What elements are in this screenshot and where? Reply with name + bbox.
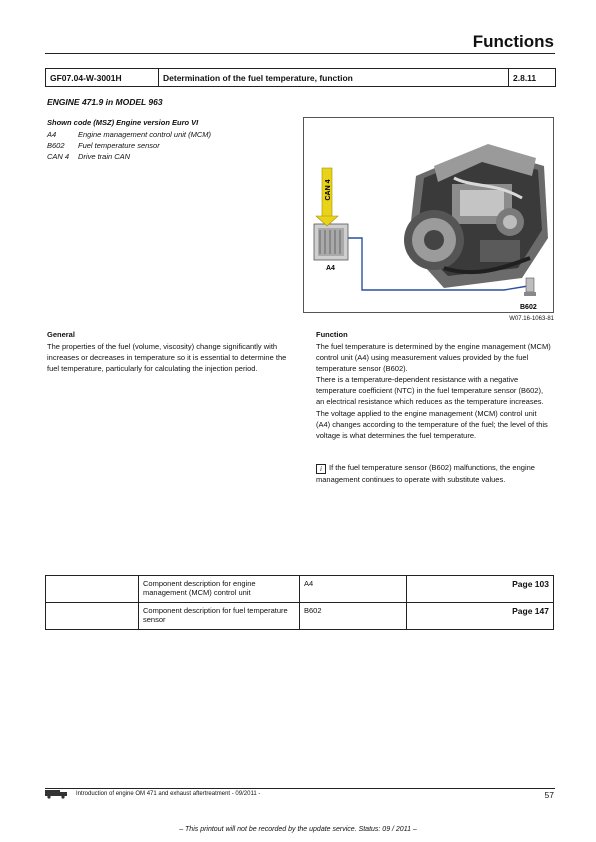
document-header-table	[45, 68, 556, 87]
figure-caption: W07.16-1063-81	[509, 316, 554, 322]
section-number: 2.8.11	[513, 72, 537, 83]
component-legend	[47, 129, 211, 162]
label-a4: A4	[326, 265, 335, 272]
table-row	[46, 576, 554, 603]
general-heading: General	[47, 330, 75, 339]
ref-description: Component description for engine management (MCM) control unit	[139, 576, 300, 603]
legend-desc: Engine management control unit (MCM)	[78, 130, 211, 139]
legend-item	[47, 151, 211, 162]
legend-code: CAN 4	[47, 152, 70, 161]
shown-code-title: Shown code (MSZ) Engine version Euro VI	[47, 118, 199, 127]
footer-divider	[45, 788, 555, 789]
ref-page-link[interactable]: Page 147	[407, 603, 554, 630]
fuel-temperature-sensor-drawing	[524, 278, 536, 296]
empty-cell	[46, 603, 139, 630]
doc-title: Determination of the fuel temperature, function	[159, 69, 509, 86]
title-divider	[45, 53, 555, 54]
legend-item	[47, 129, 211, 140]
engine-illustration	[304, 118, 554, 313]
legend-desc: Drive train CAN	[78, 152, 131, 161]
disclaimer: – This printout will not be recorded by the update service. Status: 09 / 2011 –	[179, 826, 417, 833]
reference-table	[45, 575, 554, 630]
info-note	[316, 462, 556, 485]
truck-logo-icon	[45, 789, 69, 799]
legend-desc: Fuel temperature sensor	[78, 141, 160, 150]
engine-model-line: ENGINE 471.9 in MODEL 963	[47, 97, 163, 107]
table-row	[46, 603, 554, 630]
ref-code: B602	[300, 603, 407, 630]
info-icon: i	[316, 464, 326, 474]
doc-id: GF07.04-W-3001H	[46, 69, 159, 86]
function-heading: Function	[316, 330, 348, 339]
label-can4: CAN 4	[325, 179, 332, 201]
label-b602: B602	[520, 304, 537, 311]
ref-page-link[interactable]: Page 103	[407, 576, 554, 603]
engine-figure	[303, 117, 554, 313]
note-text: If the fuel temperature sensor (B602) malfunctions, the engine management continues to operate with substitute values.	[316, 463, 535, 484]
section-title: Functions	[472, 32, 554, 51]
general-text: The properties of the fuel (volume, viscosity) change significantly with increases or decreases in temperature so it is essential to determine the fuel temperature, particularly for calculating the injection period.	[47, 342, 287, 374]
engine-drawing	[404, 144, 548, 288]
ref-description: Component description for fuel temperature sensor	[139, 603, 300, 630]
function-paragraph-1: The fuel temperature is determined by the engine management (MCM) control unit (A4) using measurement values provided by the fuel temperature sensor (B602).	[316, 342, 551, 374]
control-unit-drawing	[314, 224, 348, 260]
footer-text: Introduction of engine OM 471 and exhaust aftertreatment - 09/2011 -	[76, 791, 261, 797]
function-paragraph-2: There is a temperature-dependent resistance with a negative temperature coefficient (NTC) in the fuel temperature sensor (B602), an electrical resistance which reduces as the temperature increases. The voltage applied to the engine management (MCM) control unit (A4) changes according to the temperature of the fuel; the level of this voltage is what determines the fuel temperature.	[316, 375, 548, 441]
page-number: 57	[544, 790, 554, 800]
ref-code: A4	[300, 576, 407, 603]
empty-cell	[46, 576, 139, 603]
legend-code: B602	[47, 141, 65, 150]
legend-code: A4	[47, 130, 57, 139]
legend-item	[47, 140, 211, 151]
